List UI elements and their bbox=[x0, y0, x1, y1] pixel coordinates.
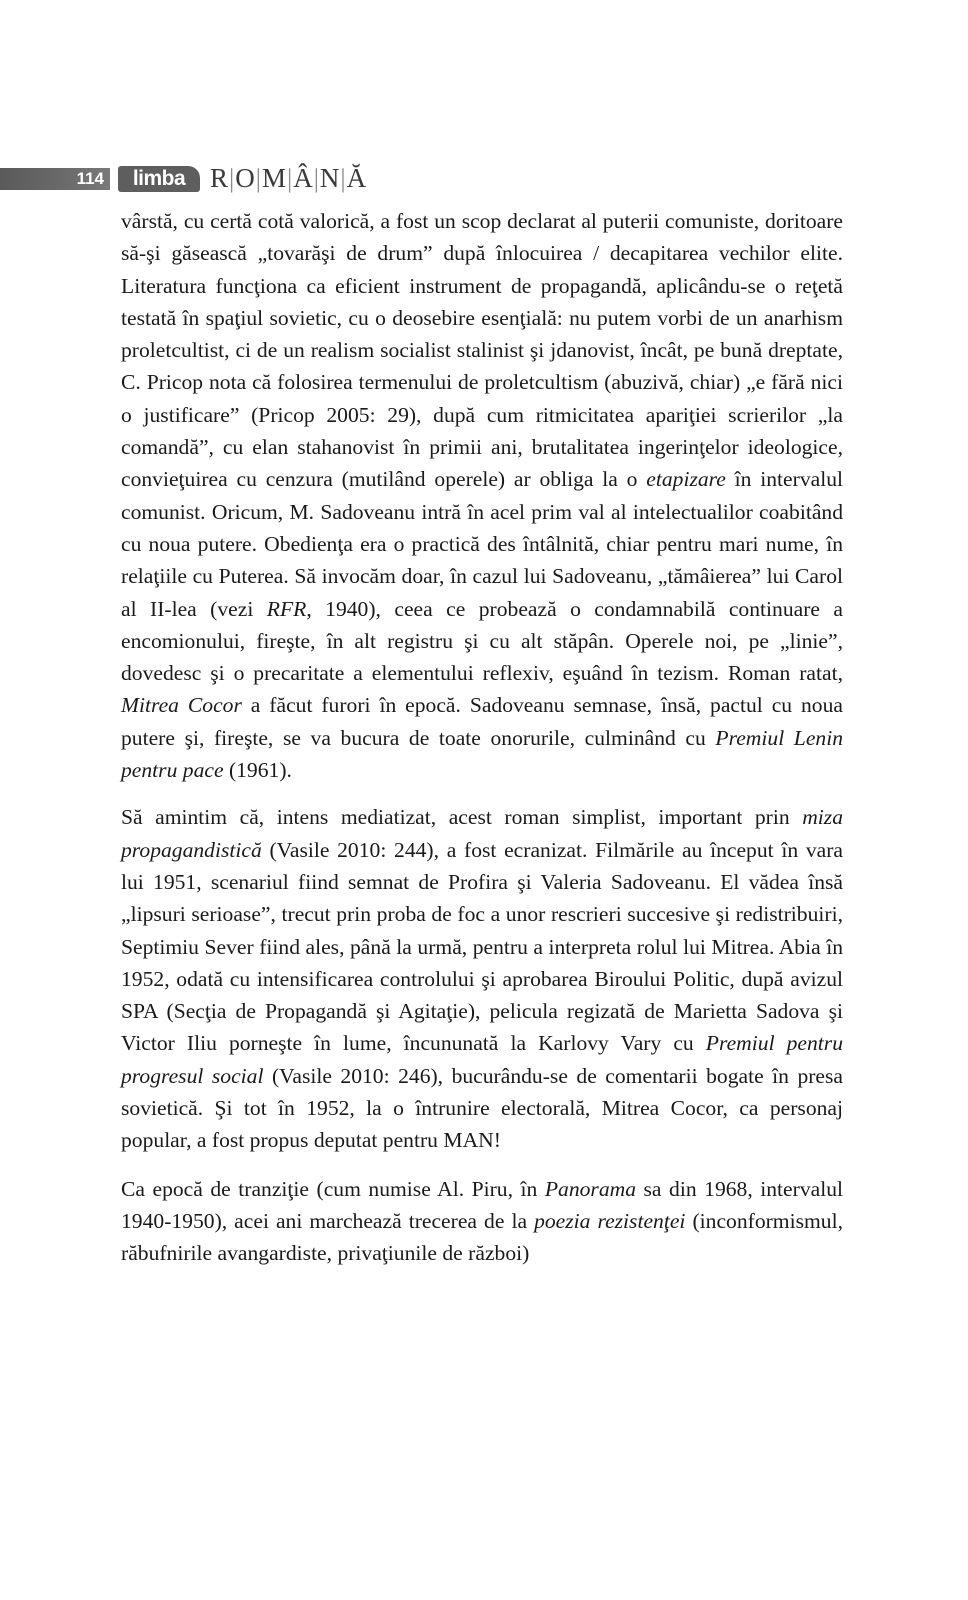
italic-run: RFR bbox=[266, 596, 307, 621]
limba-logo: limba bbox=[118, 166, 200, 192]
text-run: , 1940), ceea ce probează o condamnabilă continuare a encomionului, fireşte, în alt registru şi cu alt stăpân. Operele noi, pe „linie”, dovedesc şi o precaritate a elementului reflexiv, eşuând în tezism. Roman ratat, bbox=[121, 596, 843, 686]
letter-separator: | bbox=[286, 164, 293, 193]
letter-separator: | bbox=[313, 164, 319, 193]
text-run: sa din 1968, intervalul 1940-1950), acei ani marchează trecerea de la bbox=[121, 1176, 843, 1233]
letter-separator: | bbox=[340, 164, 346, 193]
italic-run: poezia rezistenţei bbox=[534, 1208, 686, 1233]
italic-run: Mitrea Cocor bbox=[121, 693, 242, 718]
text-run: Să amintim că, intens mediatizat, acest roman simplist, important prin bbox=[121, 805, 803, 830]
romana-letter: O bbox=[235, 163, 255, 193]
romana-letter: Â bbox=[293, 163, 313, 193]
paragraph bbox=[121, 205, 843, 786]
paragraph bbox=[121, 801, 843, 1156]
italic-run: Premiul pentru progresul social bbox=[121, 1031, 843, 1088]
text-run: (1961). bbox=[223, 758, 292, 783]
text-run: (Vasile 2010: 244), a fost ecranizat. Filmările au început în vara lui 1951, scenariul fiind semnat de Profira şi Valeria Sadoveanu. El vădea însă „lipsuri serioase”, trecut prin proba de foc a unor rescrieri succesive şi redistribuiri, Septimiu Sever fiind ales, până la urmă, pentru a interpreta rolul lui Mitrea. Abia în 1952, odată cu intensificarea controlului şi aprobarea Biroului Politic, după avizul SPA (Secţia de Propagandă şi Agitaţie), pelicula regizată de Marietta Sadova şi Victor Iliu porneşte în lume, încununată la Karlovy Vary cu bbox=[121, 837, 843, 1056]
italic-run: Premiul Lenin pentru pace bbox=[121, 725, 843, 783]
text-run: a făcut furori în epocă. Sadoveanu semnase, însă, pactul cu noua putere şi, fireşte, se va bucura de toate onorurile, culminând cu bbox=[121, 693, 843, 750]
article-body bbox=[121, 205, 843, 1286]
page-number: 114 bbox=[76, 169, 104, 188]
paragraph bbox=[121, 1173, 843, 1270]
letter-separator: | bbox=[255, 164, 261, 193]
italic-run: etapizare bbox=[646, 467, 726, 492]
text-run: Ca epocă de tranziţie (cum numise Al. Piru, în bbox=[121, 1176, 545, 1201]
text-run: (inconformismul, răbufnirile avangardiste, privaţiunile de război) bbox=[121, 1208, 844, 1266]
text-run: vârstă, cu certă cotă valorică, a fost un scop declarat al puterii comuniste, doritoare să-şi găsească „tovarăşi de drum” după înlocuirea / decapitarea vechilor elite. Literatura funcţiona ca eficient instrument de propagandă, aplicându-se o reţetă testată în spaţiul sovietic, cu o deosebire esenţială: nu putem vorbi de un anarhism proletcultist, ci de un realism socialist stalinist şi jdanovist, încât, pe bună dreptate, C. Pricop nota că folosirea termenului de proletcultism (abuzivă, chiar) „e fără nici o justificare” (Pricop 2005: 29), după cum ritmicitatea apariţiei scrierilor „la comandă”, cu elan stahanovist în primii ani, brutalitatea ingerinţelor ideologice, convieţuirea cu cenzura (mutilând operele) ar obliga la o bbox=[121, 209, 843, 492]
italic-run: miza propagandistică bbox=[121, 805, 843, 862]
letter-separator: | bbox=[229, 164, 235, 193]
romana-letter: R bbox=[210, 163, 229, 193]
romana-letter: M bbox=[261, 163, 286, 193]
italic-run: Panorama bbox=[544, 1176, 637, 1201]
text-run: (Vasile 2010: 246), bucurându-se de comentarii bogate în presa sovietică. Şi tot în 1952, la o întrunire electorală, Mitrea Cocor, ca personaj popular, a fost propus deputat pentru MAN! bbox=[121, 1063, 844, 1153]
romana-letter: N bbox=[319, 163, 340, 193]
romana-logo bbox=[210, 162, 366, 194]
text-run: în intervalul comunist. Oricum, M. Sadoveanu intră în acel prim val al intelectualilor coabitând cu noua putere. Obedienţa era o practică des întâlnită, chiar pentru mari nume, în relaţiile cu Puterea. Să invocăm doar, în cazul lui Sadoveanu, „tămâierea” lui Carol al II-lea (vezi bbox=[121, 467, 843, 621]
running-header bbox=[0, 160, 420, 196]
romana-letter: Ă bbox=[346, 163, 367, 193]
